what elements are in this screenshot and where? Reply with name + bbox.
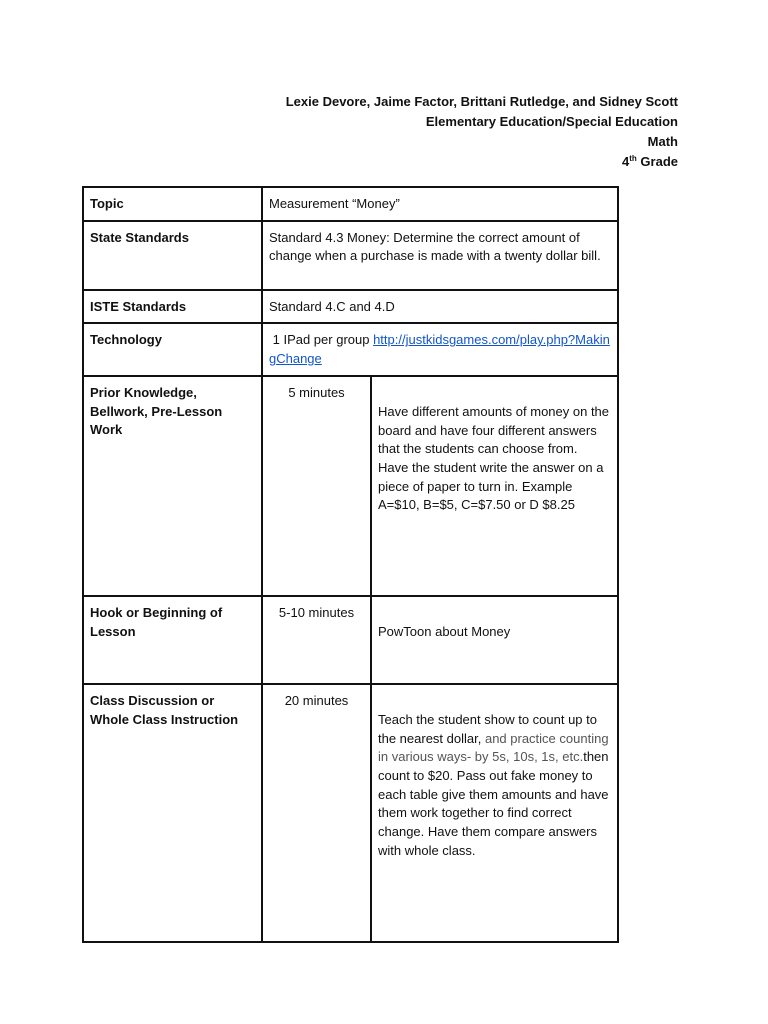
prior-knowledge-text: Have different amounts of money on the board and have four different answers that the students can choose from. Have the student write the answer on a piece of paper to turn in. Example A=$10, B=$5, C=$7.50 or D $8.25 (378, 403, 610, 513)
table-row (83, 221, 618, 290)
class-discussion-text-part2: and practice counting in various ways- by 5s, 10s, 1s, etc. (378, 730, 609, 765)
grade-label: Grade (640, 154, 678, 169)
hook-activity (371, 596, 618, 684)
technology-text: 1 IPad per group (269, 332, 374, 348)
class-discussion-text-part1: Teach the student show to count up to the nearest dollar, (378, 711, 597, 746)
topic-value: Measurement “Money” (262, 187, 618, 221)
state-standards-value: Standard 4.3 Money: Determine the correct amount of change when a purchase is made with a twenty dollar bill. (262, 221, 618, 290)
technology-link[interactable]: http://justkidsgames.com/play.php?MakingChange (269, 332, 610, 367)
class-discussion-text (378, 692, 611, 861)
hook-text: PowToon about Money (378, 623, 511, 639)
hook-label: Hook or Beginning of Lesson (83, 596, 262, 684)
topic-label: Topic (83, 187, 262, 221)
class-discussion-label: Class Discussion or Whole Class Instruction (83, 684, 262, 942)
prior-knowledge-activity (371, 376, 618, 596)
class-discussion-time: 20 minutes (262, 684, 371, 942)
authors: Lexie Devore, Jaime Factor, Brittani Rutledge, and Sidney Scott (285, 94, 678, 109)
class-discussion-text-part3: then count to $20. Pass out fake money to each table give them amounts and have them work together to find correct change. Have them compare answers with whole class. (378, 749, 609, 858)
technology-label: Technology (83, 323, 262, 375)
table-row (83, 376, 618, 596)
subject: Math (647, 134, 678, 149)
state-standards-label: State Standards (83, 221, 262, 290)
hook-time: 5-10 minutes (262, 596, 371, 684)
grade (286, 152, 678, 172)
prior-knowledge-time: 5 minutes (262, 376, 371, 596)
department: Elementary Education/Special Education (425, 114, 678, 129)
table-row (83, 187, 618, 221)
grade-suffix: th (629, 154, 637, 163)
table-row (83, 684, 618, 942)
lesson-plan-table (82, 186, 619, 943)
table-row (83, 290, 618, 324)
prior-knowledge-label: Prior Knowledge, Bellwork, Pre-Lesson Work (83, 376, 262, 596)
table-row (83, 596, 618, 684)
iste-standards-label: ISTE Standards (83, 290, 262, 324)
grade-number: 4 (622, 154, 630, 169)
iste-standards-value: Standard 4.C and 4.D (262, 290, 618, 324)
table-row (83, 323, 618, 375)
document-header (286, 92, 678, 172)
technology-value (262, 323, 618, 375)
class-discussion-activity (371, 684, 618, 942)
